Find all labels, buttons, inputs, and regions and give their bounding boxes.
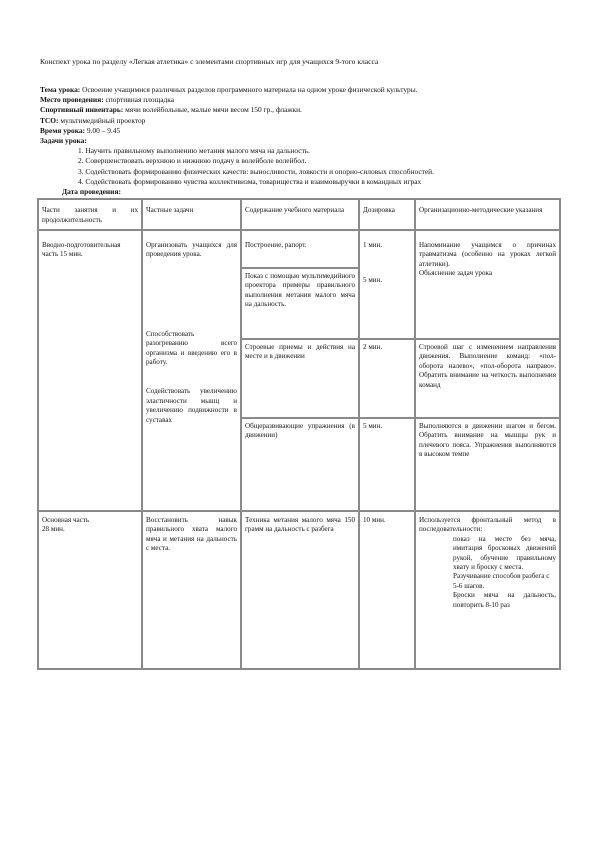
prep-part-cell	[38, 230, 142, 511]
place-value: спортивная площадка	[105, 95, 175, 105]
equipment-label: Спортивный инвентарь:	[40, 105, 124, 115]
table-row	[38, 230, 560, 268]
tasks-list	[40, 146, 560, 187]
header-content: Содержание учебного материала	[241, 199, 359, 230]
main-content: Техника метания малого мяча 150 грамм на дальность с разбега	[241, 511, 359, 669]
main-note-cell	[415, 511, 560, 669]
task-item: 3. Содействовать формированию физических качеств: выносливости, ловкости и опорно-силовых способностей.	[78, 166, 434, 176]
prep-content-2: Показ с помощью мультимедийного проектора примеры правильного выполнения метания малого мяча на дальность.	[241, 268, 359, 339]
prep-dose-1-cell	[359, 230, 415, 339]
main-dose: 10 мин.	[359, 511, 415, 669]
tso-line	[40, 116, 560, 126]
main-part-cell	[38, 511, 142, 669]
place-line	[40, 95, 560, 105]
equipment-value: мячи волейбольные, малые мячи весом 150 гр., флажки.	[125, 105, 302, 115]
prep-dose-3: 2 мин.	[359, 339, 415, 418]
lesson-table	[37, 198, 561, 670]
header-tasks: Частные задачи	[142, 199, 241, 230]
prep-note-1: Напоминание учащимся о причинах травматизма (особенно на уроках легкой атлетики).	[419, 241, 556, 268]
tso-label: ТСО:	[40, 115, 59, 125]
tasks-heading: Задачи урока:	[40, 136, 87, 146]
table-row	[38, 511, 560, 669]
topic-value: Освоение учащимися различных разделов программного материала на одном уроке физической культуры.	[82, 85, 418, 94]
place-label: Место проведения:	[40, 95, 104, 105]
time-value: 9.00 – 9.45	[86, 125, 121, 135]
main-part-time: 28 мин.	[42, 525, 65, 534]
main-note-item: Разучивание способов разбега с 5-6 шагов.	[453, 572, 550, 590]
prep-dose-4: 5 мин.	[359, 418, 415, 511]
prep-part-label: Вводно-подготовительная часть 15 мин.	[42, 241, 121, 259]
main-part-label: Основная часть	[42, 516, 90, 525]
prep-note-4: Выполняются в движении шагом и бегом. Обратить внимание на мышцы рук и плечевого пояса. Упражнения выполняются в высоком темпе	[415, 418, 560, 511]
main-note-item: показ на месте без мяча, имитация бросковых движений рукой, обучение правильному хвату и броску с места.	[453, 534, 556, 572]
prep-tasks-cell	[142, 230, 241, 511]
date-line	[40, 187, 560, 197]
topic-line	[40, 85, 560, 95]
prep-content-3: Строевые приемы и действия на месте и в движении	[241, 339, 359, 418]
time-line	[40, 126, 560, 136]
prep-content-4: Общеразвивающие упражнения (в движении)	[241, 418, 359, 511]
prep-note-3: Строевой шаг с изменением направления движения. Выполнение команд: «пол-оборота налево», «пол-оборота направо». Обратить внимание на четкость выполнения команд	[415, 339, 560, 418]
prep-content-1: Построение, рапорт.	[241, 230, 359, 268]
equipment-line	[40, 105, 560, 115]
task-item: 4. Содействовать формированию чувства коллективизма, товарищества и взаимовыручки в командных играх	[78, 176, 422, 186]
main-note-item: Броски мяча на дальность, повторить 8-10 раз	[453, 591, 556, 609]
prep-note-1b: Объяснение задач урока	[419, 269, 492, 278]
main-task: Восстановить навык правильного хвата малого мяча и метания на дальность с места.	[142, 511, 241, 669]
prep-note-1-cell	[415, 230, 560, 339]
header-notes: Организационно-методические указания	[415, 199, 560, 230]
prep-task-3: Содействовать увеличению эластичности мышц и увеличению подвижности в суставах	[146, 387, 237, 424]
task-item: 1. Научить правильному выполнению метания малого мяча на дальность.	[78, 146, 311, 156]
main-note-intro: Используется фронтальный метод в последовательности:	[419, 516, 556, 534]
date-label: Дата проведения:	[62, 187, 121, 197]
prep-dose-2: 5 мин.	[363, 276, 383, 285]
header-part: Части занятия и их продолжительность	[38, 199, 142, 230]
prep-dose-1: 1 мин.	[363, 241, 383, 250]
prep-task-1: Организовать учащихся для проведения урока.	[146, 241, 237, 259]
document-title: Конспект урока по разделу «Легкая атлетика» с элементами спортивных игр для учащихся 9-того класса	[40, 57, 379, 66]
lesson-document	[40, 57, 560, 670]
task-item: 2. Совершенствовать верхнюю и нижнюю подачу в волейболе волейбол.	[78, 156, 307, 166]
time-label: Время урока:	[40, 125, 86, 135]
prep-task-2: Способствовать разогреванию всего организма и введению его в работу.	[146, 329, 237, 367]
table-header-row	[38, 199, 560, 230]
lesson-info	[40, 85, 560, 146]
header-dose: Дозировка	[359, 199, 415, 230]
tso-value: мультимедийный проектор	[60, 115, 146, 125]
topic-label: Тема урока:	[40, 85, 81, 94]
